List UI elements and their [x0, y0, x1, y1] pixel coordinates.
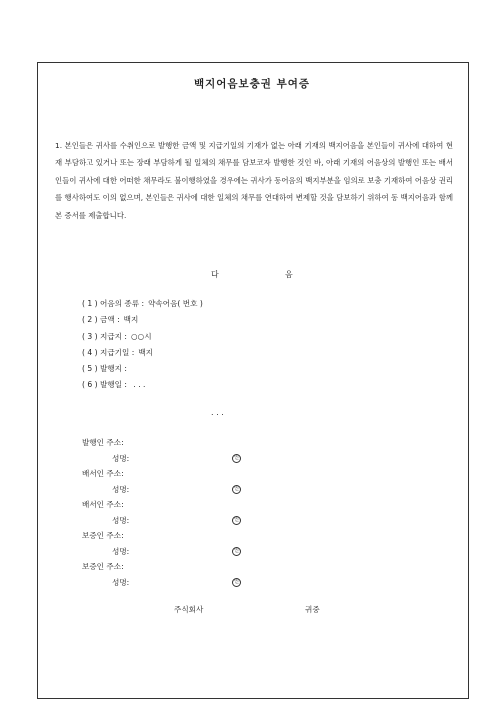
item-value: 백지 [123, 315, 139, 325]
heading-char-da: 다 [211, 270, 219, 279]
list-item [82, 329, 203, 345]
item-value: 백지 [138, 347, 153, 357]
item-value: 약속어음( 번호 ) [148, 299, 203, 308]
signatory-address-label: 배서인 주소: [82, 469, 124, 478]
note-details-list [82, 296, 203, 394]
body-paragraph [55, 137, 453, 224]
signatory-name-label: 성명: [112, 454, 130, 463]
seal-mark-icon: 인 [232, 578, 241, 587]
item-label: ( 4 ) 지급기일 : [82, 347, 135, 357]
document-title: 백지어음보충권 부여증 [193, 78, 311, 90]
item-value: ○○시 [130, 331, 152, 341]
item-label: ( 2 ) 금액 : [82, 315, 120, 325]
signatory-name-label: 성명: [112, 485, 130, 494]
item-label: ( 5 ) 발행지 : [82, 364, 127, 374]
heading-char-eum: 음 [285, 270, 293, 279]
footer-company: 주식회사 [174, 605, 204, 614]
seal-mark-icon: 인 [232, 454, 241, 463]
item-label: ( 3 ) 지급지 : [82, 331, 127, 341]
signatory-address-label: 발행인 주소: [82, 438, 124, 447]
seal-mark-icon: 인 [232, 485, 241, 494]
item-label: ( 6 ) 발행일 : [82, 380, 127, 390]
seal-mark-icon: 인 [232, 547, 241, 556]
signatory-name-label: 성명: [112, 547, 130, 556]
footer-addressee: 귀중 [305, 605, 320, 614]
item-label: ( 1 ) 어음의 종류 : [82, 299, 145, 308]
list-item [82, 296, 203, 312]
list-item [82, 345, 203, 361]
list-item [82, 361, 203, 377]
signatory-name-label: 성명: [112, 516, 130, 525]
list-item [82, 377, 203, 393]
date-line: . . . [211, 408, 224, 417]
item-value: . . . [130, 380, 146, 390]
signatory-address-label: 보증인 주소: [82, 562, 124, 571]
signatory-name-label: 성명: [112, 578, 130, 587]
signatory-address-label: 보증인 주소: [82, 531, 124, 540]
list-item [82, 312, 203, 328]
seal-mark-icon: 인 [232, 516, 241, 525]
signatory-address-label: 배서인 주소: [82, 500, 124, 509]
body-text: 1. 본인들은 귀사를 수취인으로 발행한 금액 및 지급기일의 기재가 없는 아래 기재의 백지어음을 본인들이 귀사에 대하여 현재 부담하고 있거나 또는 장래 부담하게 될 일체의 채무를 담보코자 발행한 것인 바, 아래 기재의 어음상의 발행인 또는 배서인들이 귀사에 대한 어떠한 채무라도 불이행하였을 경우에는 귀사가 동어음의 백지부분을 임의로 보충 기재하여 어음상 권리를 행사하여도 이의 없으며, 본인들은 귀사에 대한 일체의 채무를 연대하여 변제할 것을 담보하기 위하여 동 백지어음과 함께 본 증서를 제출합니다. [55, 141, 453, 220]
